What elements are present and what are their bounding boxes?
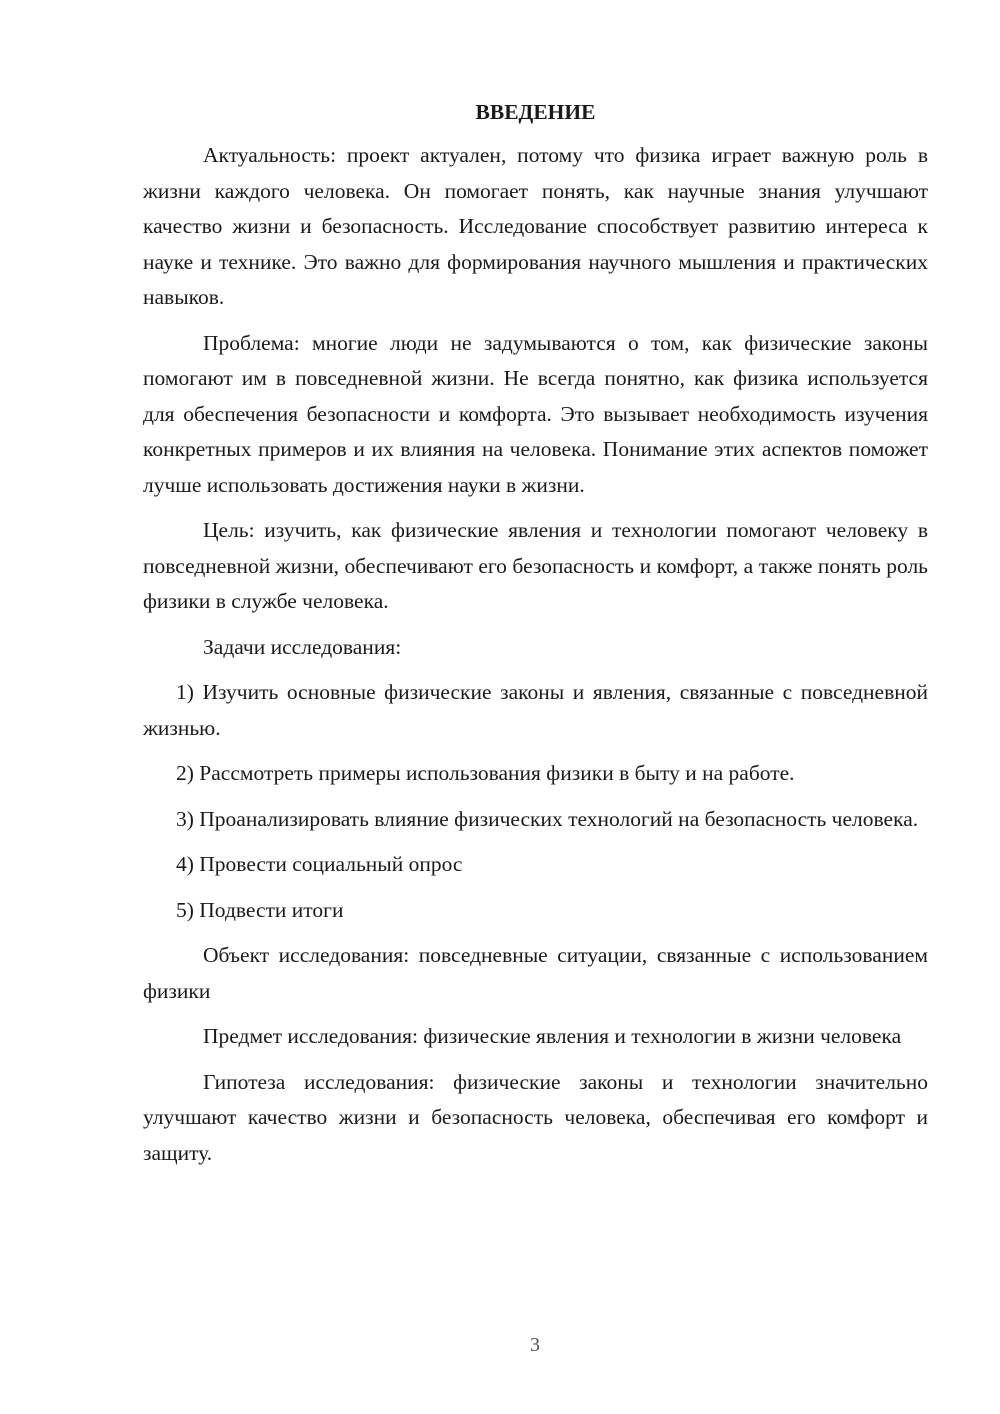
document-body [143,96,928,1181]
section-heading: ВВЕДЕНИЕ [475,100,596,124]
problem-paragraph: Проблема: многие люди не задумываются о том, как физические законы помогают им в повседневной жизни. Не всегда понятно, как физика используется для обеспечения безопасности и комфорта. Это вызывает необходимость изучения конкретных примеров и их влияния на человека. Понимание этих аспектов поможет лучше использовать достижения науки в жизни. [143,330,928,497]
tasks-heading: Задачи исследования: [203,634,402,659]
task-item-4: 4) Провести социальный опрос [176,852,463,876]
object-paragraph: Объект исследования: повседневные ситуации, связанные с использованием физики [143,943,928,1003]
hypothesis-paragraph: Гипотеза исследования: физические законы и технологии значительно улучшают качество жизни и безопасность человека, обеспечивая его комфорт и защиту. [143,1069,928,1165]
page-number: 3 [530,1334,540,1356]
task-item-2: 2) Рассмотреть примеры использования физики в быту и на работе. [176,761,795,785]
subject-paragraph: Предмет исследования: физические явления и технологии в жизни человека [203,1024,902,1048]
task-item-5: 5) Подвести итоги [176,897,344,922]
task-item-1: 1) Изучить основные физические законы и явления, связанные с повседневной жизнью. [143,680,928,740]
goal-paragraph: Цель: изучить, как физические явления и технологии помогают человеку в повседневной жизни, обеспечивают его безопасность и комфорт, а также понять роль физики в службе человека. [143,518,928,613]
relevance-paragraph: Актуальность: проект актуален, потому что физика играет важную роль в жизни каждого человека. Он помогает понять, как научные знания улучшают качество жизни и безопасность. Исследование способствует развитию интереса к науке и технике. Это важно для формирования научного мышления и практических навыков. [143,143,928,309]
task-item-3: 3) Проанализировать влияние физических технологий на безопасность человека. [176,806,919,831]
